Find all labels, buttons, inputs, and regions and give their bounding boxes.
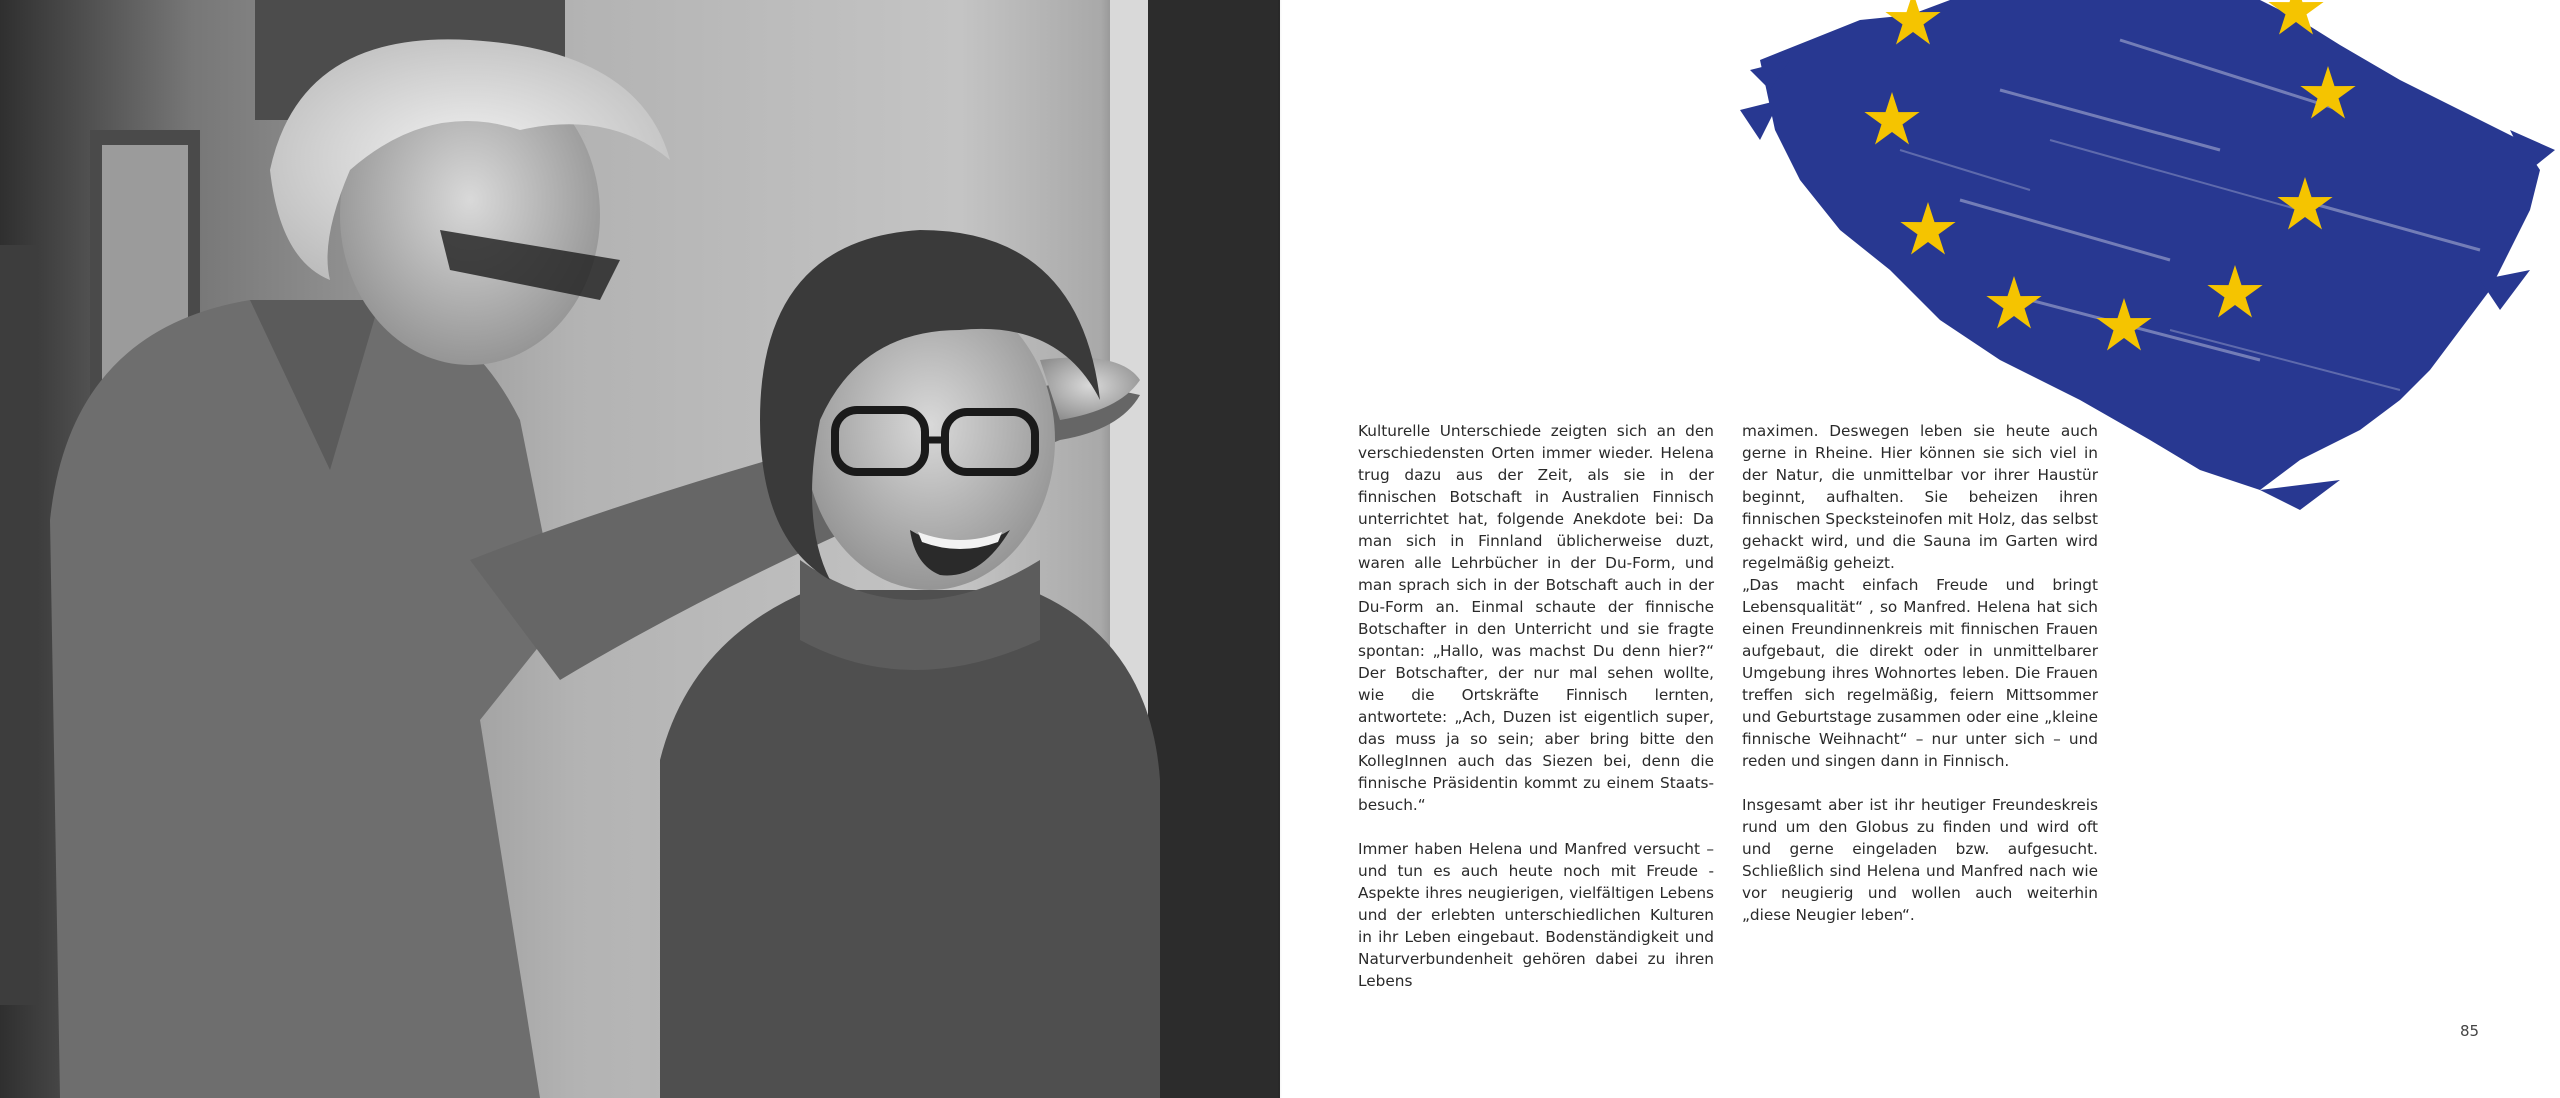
paragraph: Kulturelle Unterschiede zeigten sich an den verschiedensten Orten immer wieder. Helena trug dazu aus der Zeit, als sie in der finnischen Botschaft in Australien Finnisch unterrichtet hat, folgende Anekdote bei: Da man sich in Finnland üblicherweise duzt, waren alle Lehrbücher in der Du-Form, und man sprach sich in der Botschaft auch in der Du-Form an. Einmal schaute der finnische Botschafter in den Unterricht und sie fragte spontan: „Hallo, was machst Du denn hier?“ Der Botschafter, der nur mal sehen wollte, wie die Ortskräfte Finnisch lernten, antwortete: „Ach, Duzen ist eigentlich super, das muss ja so sein; aber bring bitte den KollegInnen auch das Siezen bei, denn die finnische Präsidentin kommt zu einem Staatsbesuch.“	[1358, 422, 1714, 814]
paragraph: Insgesamt aber ist ihr heutiger Freundeskreis rund um den Globus zu finden und wird oft und gerne eingeladen bzw. aufgesucht. Schließlich sind Helena und Manfred nach wie vor neugierig und wollen auch weiterhin „diese Neugier leben“.	[1742, 796, 2098, 924]
text-column-2	[1742, 420, 2098, 926]
page-gutter	[1278, 0, 1282, 1098]
paragraph: Immer haben Helena und Manfred versucht – und tun es auch heute noch mit Freude - Aspekte ihres neugierigen, vielfältigen Lebens und der erlebten unterschiedlichen Kulturen in ihr Leben eingebaut. Bodenständigkeit und Naturverbundenheit gehören dabei zu ihren Lebens	[1358, 840, 1714, 990]
text-column-1	[1358, 420, 1714, 992]
paragraph: „Das macht einfach Freude und bringt Lebensqualität“ , so Manfred. Helena hat sich einen Freundinnenkreis mit finnischen Frauen aufgebaut, die direkt oder in unmittelbarer Umgebung ihres Wohnortes leben. Die Frauen treffen sich regelmäßig, feiern Mittsommer und Geburtstage zusammen oder eine „kleine finnische Weihnacht“ – nur unter sich – und reden und singen dann in Finnisch.	[1742, 576, 2098, 770]
page-number: 85	[2460, 1022, 2480, 1040]
paragraph: maximen. Deswegen leben sie heute auch gerne in Rheine. Hier können sie sich viel in der Natur, die unmittelbar vor ihrer Haustür beginnt, aufhalten. Sie beheizen ihren finnischen Specksteinofen mit Holz, das selbst gehackt wird, und die Sauna im Garten wird regelmäßig geheizt.	[1742, 422, 2098, 572]
